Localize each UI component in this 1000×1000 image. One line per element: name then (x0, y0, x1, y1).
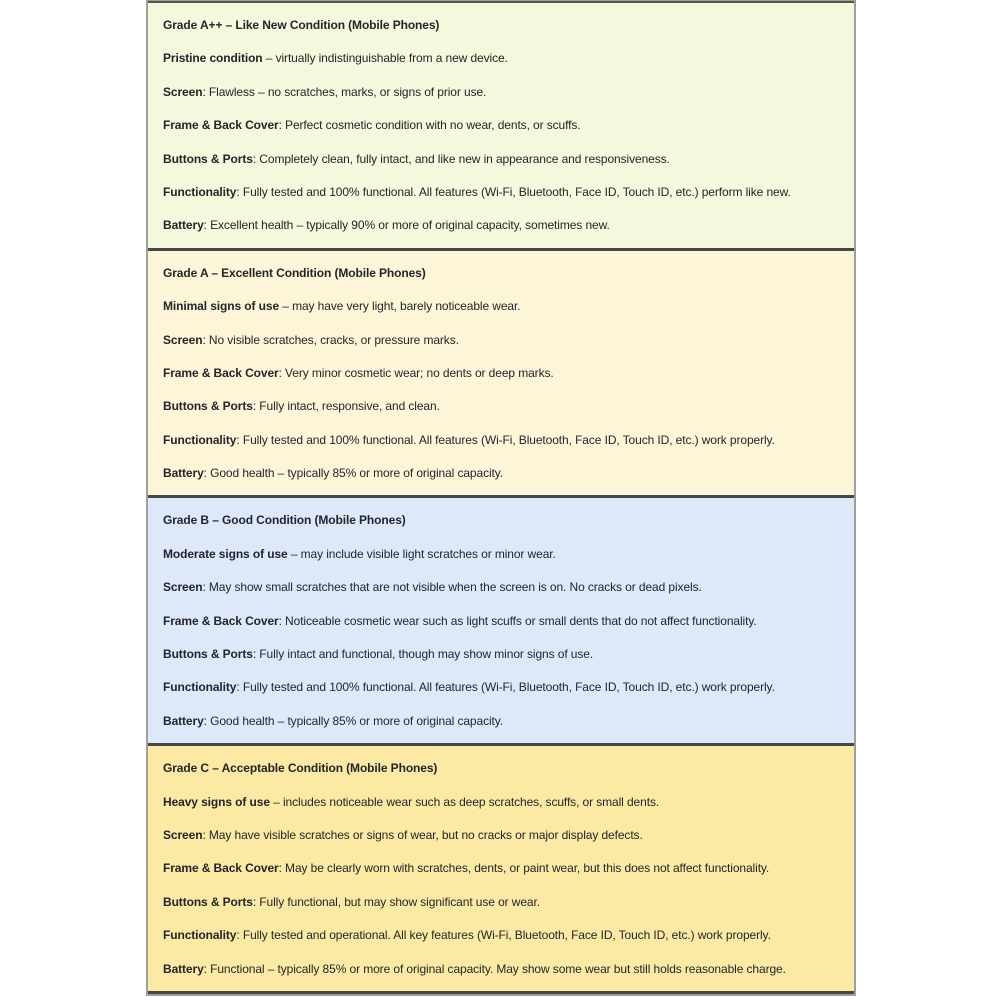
spec-label: Functionality (163, 680, 237, 695)
spec-line (163, 714, 842, 728)
spec-text: : Functional – typically 85% or more of original capacity. May show some wear but still holds reasonable charge. (203, 961, 786, 976)
spec-label: Screen (163, 580, 203, 595)
spec-label: Heavy signs of use (163, 794, 270, 809)
spec-label: Pristine condition (163, 51, 263, 66)
spec-line (163, 614, 842, 628)
spec-line (163, 152, 842, 166)
spec-label: Screen (163, 827, 203, 842)
spec-line (163, 928, 842, 942)
spec-label: Frame & Back Cover (163, 365, 279, 380)
spec-line (163, 299, 842, 313)
spec-text: : May show small scratches that are not visible when the screen is on. No cracks or dead pixels. (202, 580, 702, 595)
spec-label: Buttons & Ports (163, 894, 253, 909)
spec-text: : Good health – typically 85% or more of original capacity. (203, 466, 504, 481)
spec-text: : Fully intact, responsive, and clean. (252, 399, 440, 414)
spec-line (163, 680, 842, 694)
spec-text: – may include visible light scratches or minor wear. (287, 546, 556, 561)
spec-text: : Fully tested and 100% functional. All features (Wi-Fi, Bluetooth, Face ID, Touch ID, etc.) work properly. (236, 432, 775, 447)
spec-line (163, 828, 842, 842)
spec-line (163, 962, 842, 976)
spec-line (163, 547, 842, 561)
spec-text: : Fully tested and operational. All key features (Wi-Fi, Bluetooth, Face ID, Touch ID, etc.) work properly. (236, 928, 771, 943)
spec-label: Frame & Back Cover (163, 861, 279, 876)
spec-line (163, 466, 842, 480)
spec-label: Functionality (163, 432, 237, 447)
spec-label: Battery (163, 713, 204, 728)
spec-text: – includes noticeable wear such as deep scratches, scuffs, or small dents. (269, 794, 660, 809)
grade-section-c (148, 746, 854, 994)
grading-document (146, 0, 856, 996)
spec-label: Minimal signs of use (163, 299, 280, 314)
spec-label: Buttons & Ports (163, 151, 253, 166)
spec-label: Battery (163, 466, 204, 481)
spec-text: : No visible scratches, cracks, or pressure marks. (202, 332, 459, 347)
spec-text: : Perfect cosmetic condition with no wear, dents, or scuffs. (278, 118, 581, 133)
spec-line (163, 185, 842, 199)
spec-text: : May have visible scratches or signs of wear, but no cracks or major display defects. (202, 827, 643, 842)
section-title: Grade A – Excellent Condition (Mobile Phones) (163, 265, 426, 280)
spec-text: : Fully tested and 100% functional. All features (Wi-Fi, Bluetooth, Face ID, Touch ID, etc.) perform like new. (236, 184, 791, 199)
spec-label: Functionality (163, 184, 237, 199)
spec-text: : Good health – typically 85% or more of original capacity. (203, 713, 504, 728)
spec-label: Functionality (163, 928, 237, 943)
spec-label: Buttons & Ports (163, 399, 253, 414)
spec-line (163, 118, 842, 132)
spec-text: : Fully intact and functional, though may show minor signs of use. (252, 647, 594, 662)
spec-line (163, 85, 842, 99)
spec-text: – virtually indistinguishable from a new device. (262, 51, 508, 66)
spec-line (163, 218, 842, 232)
spec-text: : Fully tested and 100% functional. All features (Wi-Fi, Bluetooth, Face ID, Touch ID, etc.) work properly. (236, 680, 775, 695)
spec-label: Frame & Back Cover (163, 613, 279, 628)
spec-line (163, 580, 842, 594)
spec-label: Moderate signs of use (163, 546, 288, 561)
spec-label: Buttons & Ports (163, 647, 253, 662)
spec-label: Screen (163, 332, 203, 347)
section-title: Grade A++ – Like New Condition (Mobile Phones) (163, 18, 440, 32)
grade-section-a-plus-plus (148, 1, 854, 251)
spec-text: – may have very light, barely noticeable wear. (279, 299, 521, 314)
spec-line (163, 366, 842, 380)
grade-section-b (148, 498, 854, 746)
section-title: Grade C – Acceptable Condition (Mobile Phones) (163, 761, 438, 776)
spec-line (163, 433, 842, 447)
spec-text: : Completely clean, fully intact, and like new in appearance and responsiveness. (252, 151, 670, 166)
spec-line (163, 399, 842, 413)
spec-line (163, 795, 842, 809)
spec-text: : May be clearly worn with scratches, dents, or paint wear, but this does not affect functionality. (278, 861, 770, 876)
section-title: Grade B – Good Condition (Mobile Phones) (163, 513, 406, 528)
grade-section-a (148, 251, 854, 499)
spec-label: Frame & Back Cover (163, 118, 279, 133)
spec-label: Battery (163, 218, 204, 233)
spec-text: : Fully functional, but may show significant use or wear. (252, 894, 540, 909)
spec-text: : Very minor cosmetic wear; no dents or deep marks. (278, 365, 554, 380)
spec-line (163, 647, 842, 661)
spec-line (163, 895, 842, 909)
spec-text: : Noticeable cosmetic wear such as light scuffs or small dents that do not affect functionality. (278, 613, 757, 628)
spec-line (163, 333, 842, 347)
spec-line (163, 861, 842, 875)
spec-label: Battery (163, 961, 204, 976)
spec-text: : Excellent health – typically 90% or more of original capacity, sometimes new. (203, 218, 610, 233)
spec-line (163, 51, 842, 65)
spec-label: Screen (163, 84, 203, 99)
spec-text: : Flawless – no scratches, marks, or signs of prior use. (202, 84, 487, 99)
